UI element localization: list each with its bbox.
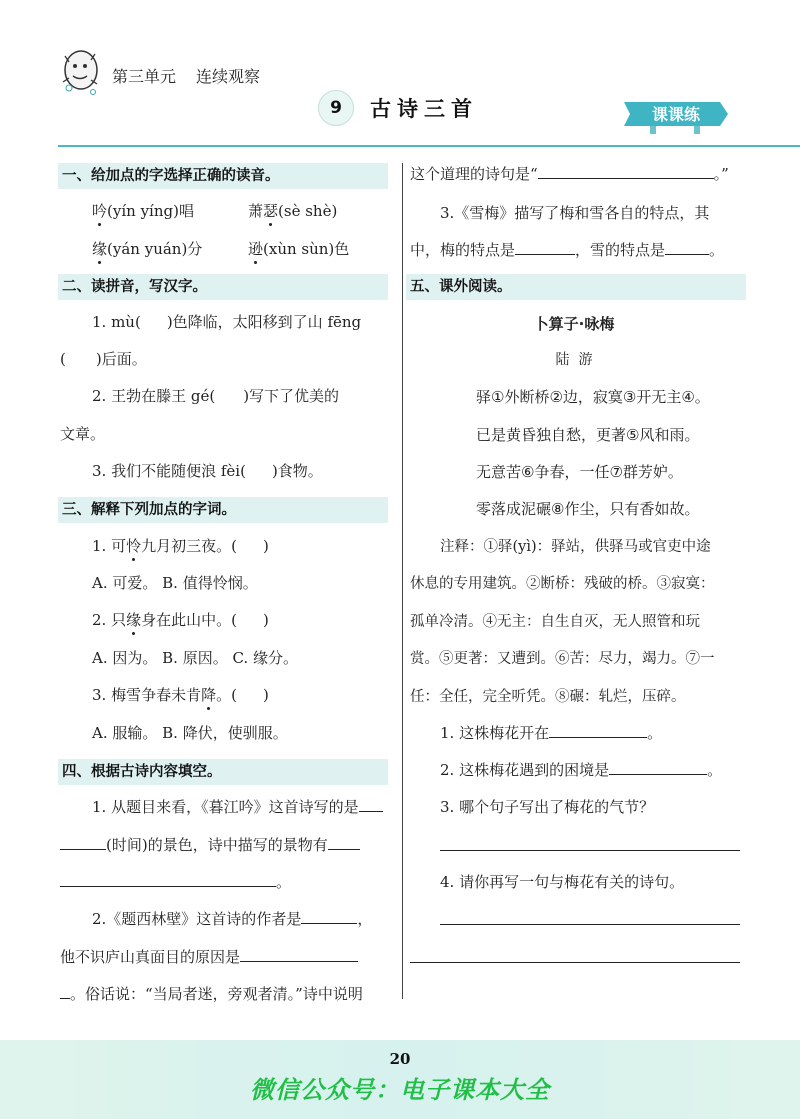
page-number: 20 <box>389 1050 411 1068</box>
mascot-illustration <box>55 42 103 98</box>
section-4-title: 四、根据古诗内容填空。 <box>58 759 388 785</box>
answer-blank[interactable] <box>60 835 106 850</box>
answer-blank[interactable] <box>301 909 357 924</box>
s4-q2-part-d: 这个道理的诗句是“ <box>410 165 538 183</box>
s3-q3 <box>92 684 269 705</box>
s4-q3-line1: 3.《雪梅》描写了梅和雪各自的特点，其 <box>440 204 710 222</box>
s2-q1-line2 <box>60 348 147 369</box>
practice-tag-sign <box>620 100 730 134</box>
s4-q2-line4 <box>410 163 729 184</box>
s2-q1-part-c: ( <box>60 350 66 368</box>
s3-q2 <box>92 609 269 630</box>
section-5-title: 五、课外阅读。 <box>406 274 746 300</box>
notes-line: 任：全任，完全听凭。⑧碾：轧烂，压碎。 <box>410 689 686 705</box>
answer-blank[interactable] <box>60 984 70 999</box>
poem-line: 已是黄昏独自愁，更著⑤风和雨。 <box>476 426 700 444</box>
dotted-char: 缘 <box>92 240 108 258</box>
s4-q1-end: 。 <box>276 873 292 891</box>
s1-item-xun-options: (xùn sùn)色 <box>263 240 350 258</box>
poem-title: 卜算子·咏梅 <box>533 315 615 333</box>
dotted-char: 缘 <box>126 611 142 629</box>
s2-q3-part-a: 3. 我们不能随便浪 fèi( <box>92 462 246 480</box>
s4-q2-part-d-end: 。” <box>713 165 729 183</box>
s4-q2-line1 <box>92 908 372 929</box>
s2-q2-line1 <box>92 385 339 406</box>
s1-item-yin <box>92 200 194 221</box>
answer-blank[interactable] <box>609 760 707 775</box>
s3-q3-pre: 3. 梅雪争春未肯 <box>92 686 202 704</box>
s4-q1-line2 <box>60 834 360 855</box>
s2-q2-line2: 文章。 <box>60 425 106 443</box>
s4-q3-end: 。 <box>709 241 725 259</box>
answer-blank[interactable] <box>328 835 360 850</box>
section-3-title: 三、解释下列加点的字词。 <box>58 497 388 523</box>
unit-number: 第三单元 <box>112 67 177 86</box>
s4-q3-line2 <box>410 239 724 260</box>
s3-q2-close: ) <box>262 611 269 629</box>
header-rule <box>58 145 800 147</box>
s4-q2-part-a-end: ， <box>357 910 373 928</box>
dotted-char: 降 <box>201 686 217 704</box>
practice-tag-label: 课课练 <box>651 105 701 124</box>
s4-q2-part-c: 。俗话说：“当局者迷，旁观者清。”诗中说明 <box>70 985 363 1003</box>
s3-q2-post: 身在此山中。( <box>141 611 237 629</box>
notes-line: 休息的专用建筑。②断桥：残破的桥。③寂寞： <box>410 576 715 592</box>
watermark-text: 微信公众号：电子课本大全 <box>250 1076 550 1104</box>
s2-q2-part-b: )写下了优美的 <box>243 387 340 405</box>
dotted-char: 吟 <box>92 202 108 220</box>
s1-item-yuan-options: (yán yuán)分 <box>107 240 203 258</box>
poem-author: 陆 游 <box>555 352 593 368</box>
answer-blank[interactable] <box>60 872 276 887</box>
s5-q3: 3. 哪个句子写出了梅花的气节？ <box>440 798 655 816</box>
answer-blank[interactable] <box>240 947 358 962</box>
s1-item-yuan <box>92 238 202 259</box>
dotted-char: 瑟 <box>263 202 279 220</box>
dotted-char: 逊 <box>248 240 264 258</box>
lesson-number-badge: 9 <box>318 90 354 126</box>
answer-blank[interactable] <box>538 164 714 179</box>
answer-blank[interactable] <box>359 797 383 812</box>
s2-q1-part-d: )后面。 <box>95 350 147 368</box>
answer-blank[interactable] <box>549 723 647 738</box>
s1-item-se-options: (sè shè) <box>278 202 338 220</box>
s3-q3-options: A. 服输。 B. 降伏，使驯服。 <box>92 724 288 742</box>
s3-q2-options: A. 因为。 B. 原因。 C. 缘分。 <box>92 649 298 667</box>
answer-blank[interactable] <box>665 240 709 255</box>
poem-line: 驿①外断桥②边，寂寞③开无主④。 <box>476 388 710 406</box>
s1-item-yin-options: (yín yíng)唱 <box>107 202 194 220</box>
s5-q1-text: 1. 这株梅花开在 <box>440 724 550 742</box>
s4-q1-line3 <box>60 871 291 892</box>
s4-q1-line1 <box>92 796 383 817</box>
unit-heading <box>112 64 280 87</box>
s3-q1-pre: 1. 可 <box>92 537 127 555</box>
s4-q1-part-a: 1. 从题目来看，《暮江吟》这首诗写的是 <box>92 798 359 816</box>
notes-line: 注释：①驿(yì)：驿站，供驿马或官吏中途 <box>440 539 711 555</box>
s3-q1 <box>92 535 269 556</box>
s2-q3-part-b: )食物。 <box>271 462 323 480</box>
s2-q1-part-a: 1. mù( <box>92 313 141 331</box>
notes-line: 孤单冷清。④无主：自生自灭，无人照管和玩 <box>410 614 700 630</box>
s5-q2-end: 。 <box>707 761 723 779</box>
s3-q2-pre: 2. 只 <box>92 611 127 629</box>
s3-q3-close: ) <box>262 686 269 704</box>
answer-line[interactable] <box>440 924 740 925</box>
s5-q2 <box>440 759 722 780</box>
s4-q2-part-a: 2.《题西林壁》这首诗的作者是 <box>92 910 302 928</box>
dotted-char: 怜 <box>126 537 142 555</box>
s4-q2-line3 <box>60 983 363 1004</box>
s1-item-se <box>248 200 337 221</box>
answer-line[interactable] <box>440 850 740 851</box>
poem-line: 零落成泥碾⑧作尘，只有香如故。 <box>476 500 700 518</box>
s5-q1 <box>440 722 662 743</box>
answer-blank[interactable] <box>515 240 575 255</box>
s3-q1-post: 九月初三夜。( <box>141 537 237 555</box>
s4-q3-part-b: 中，梅的特点是 <box>410 241 516 259</box>
s5-q1-end: 。 <box>647 724 663 742</box>
answer-line[interactable] <box>410 962 740 963</box>
notes-line: 赏。⑤更著：又遭到。⑥苦：尽力，竭力。⑦一 <box>410 651 715 667</box>
s4-q1-part-b: (时间)的景色，诗中描写的景物有 <box>106 836 328 854</box>
s1-item-se-prefix: 萧 <box>248 202 264 220</box>
poem-line: 无意苦⑥争春，一任⑦群芳妒。 <box>476 463 683 481</box>
s2-q3 <box>92 460 323 481</box>
s5-q4: 4. 请你再写一句与梅花有关的诗句。 <box>440 873 685 891</box>
column-divider <box>402 163 403 999</box>
s3-q1-options: A. 可爱。 B. 值得怜悯。 <box>92 574 258 592</box>
s2-q2-part-a: 2. 王勃在滕王 gé( <box>92 387 216 405</box>
section-2-title: 二、读拼音，写汉字。 <box>58 274 388 300</box>
s4-q3-part-c: ，雪的特点是 <box>575 241 666 259</box>
s4-q2-part-b: 他不识庐山真面目的原因是 <box>60 948 241 966</box>
lesson-title: 古诗三首 <box>370 97 478 121</box>
s4-q2-line2 <box>60 946 358 967</box>
s3-q1-close: ) <box>262 537 269 555</box>
s2-q1-line1 <box>92 311 361 332</box>
s1-item-xun <box>248 238 349 259</box>
s5-q2-text: 2. 这株梅花遇到的困境是 <box>440 761 610 779</box>
s2-q1-part-b: )色降临，太阳移到了山 fēng <box>166 313 362 331</box>
s3-q3-post: 。( <box>216 686 237 704</box>
section-1-title: 一、给加点的字选择正确的读音。 <box>58 163 388 189</box>
unit-name: 连续观察 <box>196 67 261 86</box>
